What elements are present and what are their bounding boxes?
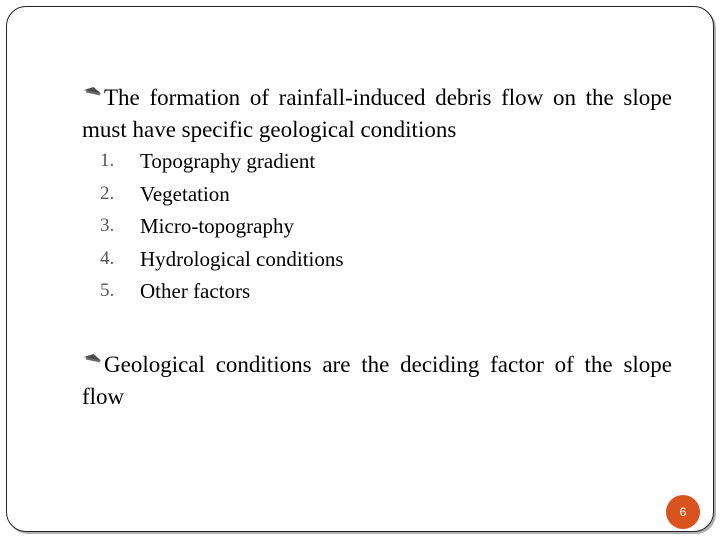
list-item-label: Topography gradient: [140, 149, 316, 173]
bullet-point-formation: [82, 82, 672, 146]
list-item: [100, 178, 344, 211]
flag-bullet-icon: [82, 356, 104, 372]
list-number: 1.: [100, 150, 115, 171]
list-number: 3.: [100, 215, 115, 237]
list-number: 5.: [100, 280, 115, 302]
numbered-list: [100, 145, 344, 308]
flag-bullet-icon: [82, 89, 104, 105]
list-item-label: Other factors: [140, 279, 251, 304]
bullet-text: Geological conditions are the deciding factor of the slope flow: [82, 352, 672, 409]
list-item: [100, 243, 344, 276]
bullet-point-geological-conditions: [82, 349, 672, 413]
list-item-label: Micro-topography: [140, 214, 294, 239]
list-number: 2.: [100, 182, 115, 204]
list-item-label: Hydrological conditions: [140, 246, 344, 271]
list-item: [100, 145, 344, 178]
list-item: [100, 210, 344, 243]
list-item-label: Vegetation: [140, 181, 230, 206]
bullet-text: The formation of rainfall-induced debris flow on the slope must have specific geological conditions: [82, 85, 672, 142]
page-number-badge: 6: [666, 495, 700, 529]
list-item: [100, 275, 344, 308]
list-number: 4.: [100, 247, 115, 269]
